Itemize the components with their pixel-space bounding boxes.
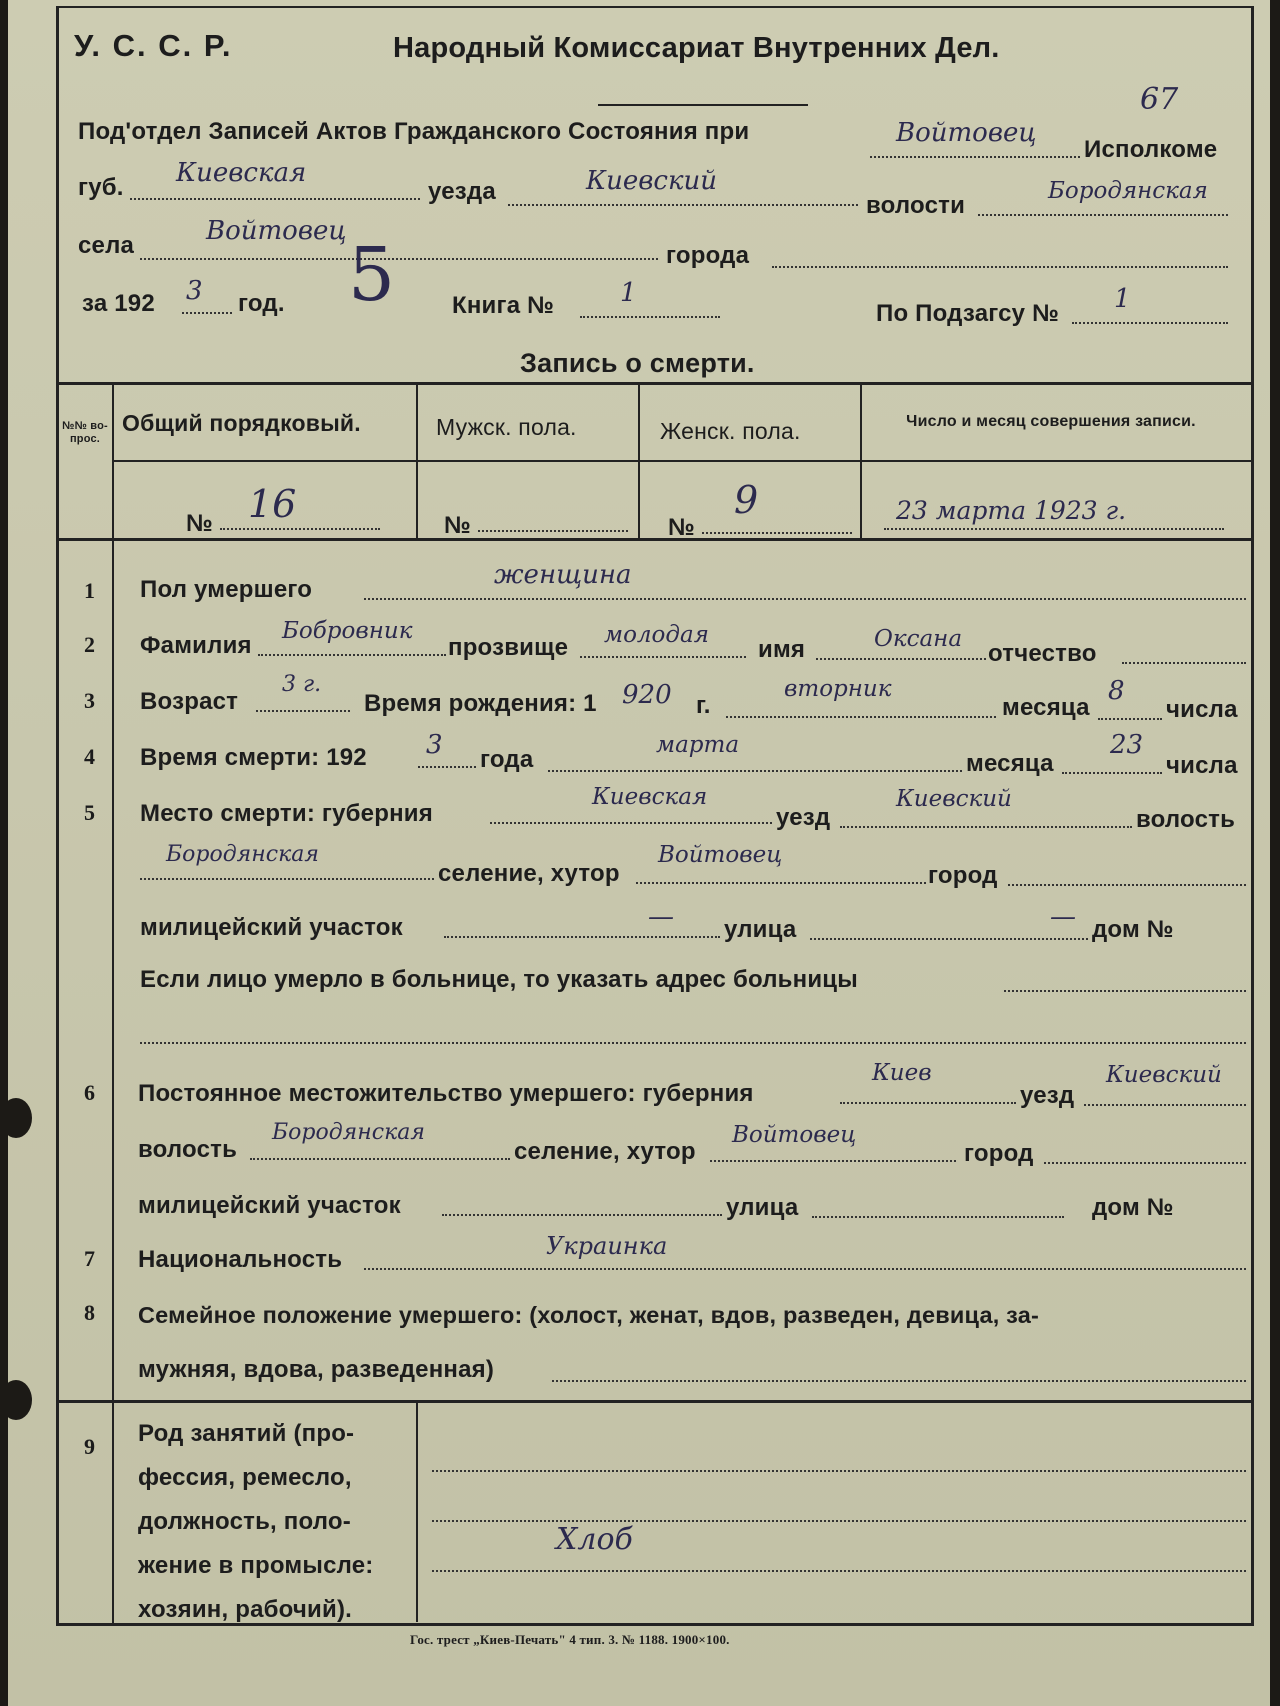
- occupation-value: Хлоб: [556, 1522, 633, 1557]
- patronymic-line: [1122, 662, 1246, 664]
- age-label: Возраст: [140, 688, 239, 715]
- occupation-label-1: Род занятий (про-: [138, 1420, 355, 1447]
- place-uezd-label: уезд: [776, 804, 831, 831]
- table-header-rule: [112, 460, 1254, 462]
- ispolkom-value: Войтовец: [896, 118, 1037, 148]
- marital-label-1: Семейное положение умершего: (холост, женат, вдов, разведен, девица, за-: [138, 1302, 1040, 1328]
- birth-label: Время рождения: 1: [364, 690, 597, 717]
- total-value: 16: [248, 482, 297, 526]
- row-number-2: 2: [84, 632, 95, 657]
- male-line: [478, 530, 628, 532]
- row-number-8: 8: [84, 1300, 95, 1325]
- birth-month-line: [726, 716, 996, 718]
- row-number-9: 9: [84, 1434, 95, 1459]
- punch-hole-top: [0, 1098, 32, 1138]
- residence-volost-label: волость: [138, 1136, 238, 1163]
- age-line: [256, 710, 350, 712]
- volost-line: [978, 214, 1228, 216]
- name-line: [816, 658, 986, 660]
- ispolkom-line: [870, 156, 1080, 158]
- sex-value: женщина: [494, 560, 632, 590]
- year-line: [182, 312, 232, 314]
- marital-line: [552, 1380, 1246, 1382]
- death-year-value: 3: [426, 730, 443, 760]
- subreg-value: 1: [1114, 284, 1131, 314]
- place-street-label: улица: [724, 916, 797, 943]
- row-number-7: 7: [84, 1246, 95, 1271]
- year-value: 3: [186, 276, 203, 306]
- col-date-header: Число и месяц совершения записи.: [906, 413, 1196, 430]
- residence-uezd-label: уезд: [1020, 1082, 1075, 1109]
- place-selo-label: селение, хутор: [438, 860, 620, 887]
- occupation-label-2: фессия, ремесло,: [138, 1464, 352, 1491]
- female-value: 9: [734, 478, 759, 522]
- patronymic-label: отчество: [988, 640, 1097, 667]
- uezd-line: [508, 204, 858, 206]
- subreg-label: По Подзагсу №: [876, 300, 1060, 327]
- occupation-line-1: [432, 1470, 1246, 1472]
- hospital-label: Если лицо умерло в больнице, то указать адрес больницы: [140, 966, 858, 993]
- birth-day-label: числа: [1166, 696, 1238, 723]
- nickname-line: [580, 656, 746, 658]
- col-female-header: Женск. пола.: [660, 418, 801, 444]
- residence-militia-line: [442, 1214, 722, 1216]
- residence-street-line: [812, 1216, 1064, 1218]
- row-number-3: 3: [84, 688, 95, 713]
- year-suffix: год.: [238, 290, 285, 317]
- death-month-line: [548, 770, 962, 772]
- place-uezd-line: [840, 826, 1132, 828]
- death-label: Время смерти: 192: [140, 744, 367, 771]
- female-line: [702, 532, 852, 534]
- col-total-header: Общий порядковый.: [122, 410, 361, 436]
- question-number-header: №№ во- прос.: [62, 420, 108, 445]
- punch-hole-bottom: [0, 1380, 32, 1420]
- marital-label-2: мужняя, вдова, разведенная): [138, 1356, 495, 1383]
- nationality-line: [364, 1268, 1246, 1270]
- year-label: за 192: [82, 290, 155, 317]
- residence-house-label: дом №: [1092, 1194, 1174, 1221]
- table-top-rule: [56, 382, 1254, 385]
- nickname-label: прозвище: [448, 634, 569, 661]
- occupation-sep: [416, 1400, 418, 1622]
- birth-month-label: месяца: [1002, 694, 1090, 721]
- page-number: 67: [1140, 82, 1179, 117]
- birth-year-value: 920: [622, 680, 672, 710]
- volost-value: Бородянская: [1048, 178, 1208, 204]
- death-year-label: года: [480, 746, 534, 773]
- occupation-label-3: должность, поло-: [138, 1508, 351, 1535]
- residence-uezd-value: Киевский: [1106, 1062, 1222, 1088]
- uezd-label: уезда: [428, 178, 496, 205]
- place-gub-line: [490, 822, 772, 824]
- occupation-line-2: [432, 1520, 1246, 1522]
- death-year-line: [418, 766, 476, 768]
- place-gorod-line: [1008, 884, 1246, 886]
- place-volost-label: волость: [1136, 806, 1236, 833]
- place-militia-label: милицейский участок: [140, 914, 403, 941]
- nickname-value: молодая: [604, 622, 709, 648]
- residence-uezd-line: [1084, 1104, 1246, 1106]
- place-selo-line: [636, 882, 926, 884]
- residence-gorod-label: город: [964, 1140, 1034, 1167]
- place-militia-line: [444, 936, 720, 938]
- row-number-1: 1: [84, 578, 95, 603]
- selo-value: Войтовец: [206, 216, 347, 246]
- sex-label: Пол умершего: [140, 576, 313, 603]
- printer-imprint: Гос. трест „Киев-Печать" 4 тип. 3. № 1188. 1900×100.: [410, 1632, 730, 1647]
- table-bottom-rule: [56, 538, 1254, 541]
- birth-day-line: [1098, 718, 1162, 720]
- place-label: Место смерти: губерния: [140, 800, 433, 827]
- row-number-4: 4: [84, 744, 95, 769]
- surname-value: Бобровник: [282, 618, 413, 644]
- commissariat-title: Народный Комиссариат Внутренних Дел.: [393, 32, 1000, 64]
- executive-label: Исполкоме: [1084, 136, 1218, 163]
- gub-line: [130, 198, 420, 200]
- big-number: 5: [348, 232, 396, 318]
- subdivision-label: Под'отдел Записей Актов Гражданского Состояния при: [78, 118, 750, 145]
- place-street-line: [810, 938, 1088, 940]
- table-sep-2: [416, 382, 418, 538]
- row-number-5: 5: [84, 800, 95, 825]
- hospital-line-2: [140, 1042, 1246, 1044]
- sex-line: [364, 598, 1246, 600]
- book-label: Книга №: [452, 292, 555, 319]
- nationality-label: Национальность: [138, 1246, 343, 1273]
- gub-value: Киевская: [176, 158, 307, 188]
- death-day-line: [1062, 772, 1162, 774]
- place-militia-value: —: [648, 902, 674, 932]
- selo-label: села: [78, 232, 135, 259]
- total-no: №: [186, 510, 213, 537]
- residence-gub-value: Киев: [872, 1060, 932, 1086]
- gorod-line: [772, 266, 1228, 268]
- book-line: [580, 316, 720, 318]
- male-no: №: [444, 512, 471, 539]
- name-label: имя: [758, 636, 806, 663]
- occupation-top-rule: [56, 1400, 1254, 1403]
- document-sheet: [8, 0, 1270, 1706]
- female-no: №: [668, 514, 695, 541]
- place-volost-line: [140, 878, 434, 880]
- place-selo-value: Войтовец: [658, 842, 783, 868]
- birth-day-value: 8: [1108, 676, 1125, 706]
- occupation-label-5: хозяин, рабочий).: [138, 1596, 353, 1623]
- nationality-value: Украинка: [546, 1232, 668, 1260]
- table-sep-3: [638, 382, 640, 538]
- residence-gub-line: [840, 1102, 1016, 1104]
- place-street-value: —: [1050, 902, 1076, 932]
- residence-volost-line: [250, 1158, 510, 1160]
- death-month-label: месяца: [966, 750, 1054, 777]
- death-day-label: числа: [1166, 752, 1238, 779]
- place-gub-value: Киевская: [592, 784, 708, 810]
- date-value: 23 марта 1923 г.: [896, 496, 1127, 525]
- residence-militia-label: милицейский участок: [138, 1192, 401, 1219]
- volost-label: волости: [866, 192, 966, 219]
- gorod-label: города: [666, 242, 750, 269]
- table-sep-4: [860, 382, 862, 538]
- gub-label: губ.: [78, 174, 124, 201]
- occupation-label-4: жение в промысле:: [138, 1552, 374, 1579]
- residence-volost-value: Бородянская: [272, 1120, 425, 1145]
- header-rule: [598, 104, 808, 106]
- place-volost-value: Бородянская: [166, 842, 319, 867]
- book-value: 1: [620, 278, 637, 308]
- selo-line: [140, 258, 658, 260]
- table-sep-1: [112, 382, 114, 1624]
- surname-line: [258, 654, 446, 656]
- surname-label: Фамилия: [140, 632, 252, 659]
- death-day-value: 23: [1110, 730, 1144, 760]
- residence-selo-label: селение, хутор: [514, 1138, 696, 1165]
- row-number-6: 6: [84, 1080, 95, 1105]
- col-male-header: Мужск. пола.: [436, 414, 577, 440]
- residence-gorod-line: [1044, 1162, 1246, 1164]
- birth-g-label: г.: [696, 692, 711, 719]
- residence-selo-value: Войтовец: [732, 1122, 857, 1148]
- place-uezd-value: Киевский: [896, 786, 1012, 812]
- age-value: 3 г.: [282, 672, 322, 697]
- place-house-label: дом №: [1092, 916, 1174, 943]
- hospital-line-1: [1004, 990, 1246, 992]
- place-gorod-label: город: [928, 862, 998, 889]
- uezd-value: Киевский: [586, 166, 717, 196]
- residence-street-label: улица: [726, 1194, 799, 1221]
- subreg-line: [1072, 322, 1228, 324]
- date-line: [884, 528, 1224, 530]
- record-title: Запись о смерти.: [520, 348, 755, 378]
- residence-selo-line: [710, 1160, 956, 1162]
- total-line: [220, 528, 380, 530]
- residence-label: Постоянное местожительство умершего: губерния: [138, 1080, 754, 1107]
- name-value: Оксана: [874, 626, 963, 652]
- birth-month-value: вторник: [784, 676, 892, 702]
- ussr-label: У. С. С. Р.: [74, 28, 233, 63]
- occupation-line-3: [432, 1570, 1246, 1572]
- death-month-value: марта: [656, 732, 740, 758]
